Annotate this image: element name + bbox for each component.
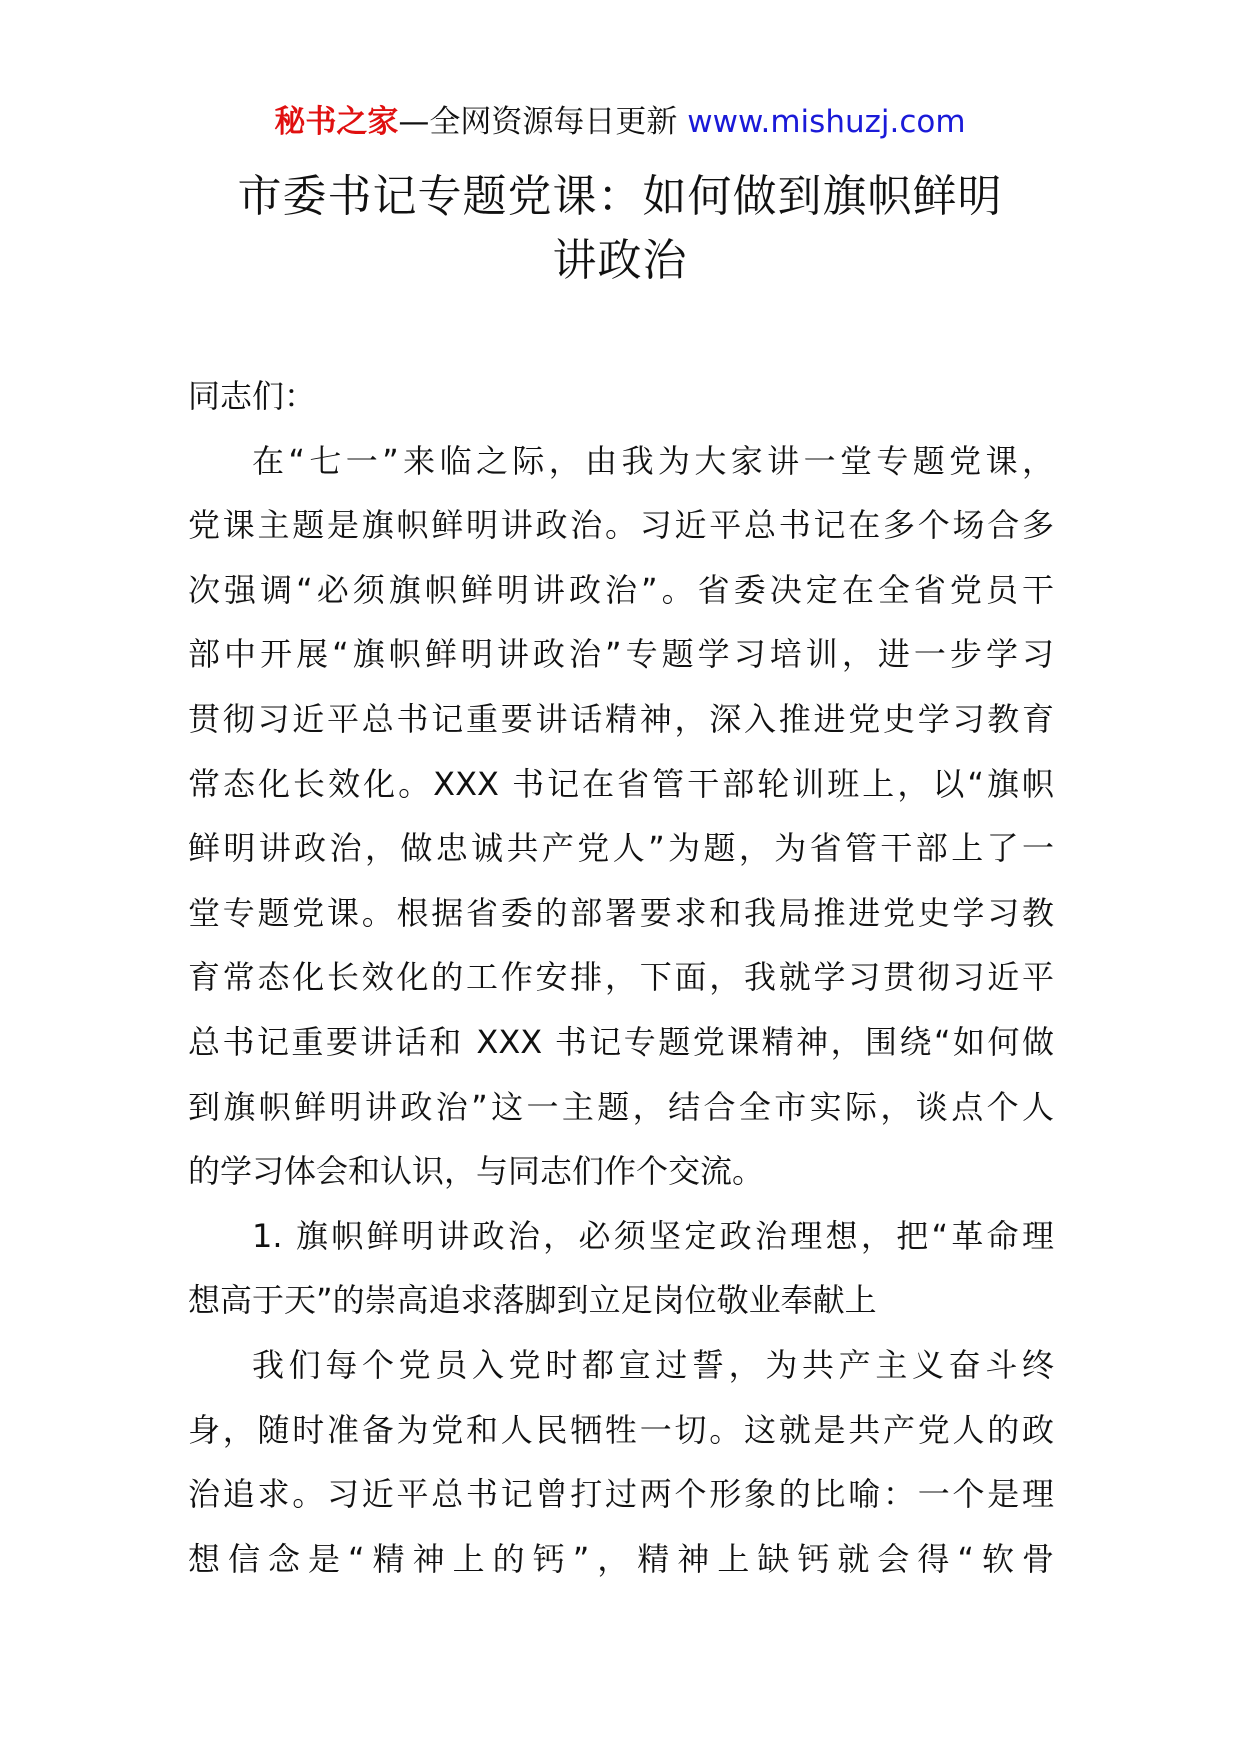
section-heading-line: 1. 旗帜鲜明讲政治，必须坚定政治理想，把“革命理: [252, 1216, 1054, 1255]
body-line: 育常态化长效化的工作安排，下面，我就学习贯彻习近平: [188, 958, 1054, 997]
site-url[interactable]: www.mishuzj.com: [687, 104, 966, 140]
document-body: [188, 364, 1054, 1591]
body-line: 鲜明讲政治，做忠诚共产党人”为题，为省管干部上了一: [188, 829, 1054, 868]
section-heading-line: 想高于天”的崇高追求落脚到立足岗位敬业奉献上: [188, 1281, 877, 1320]
site-header: [0, 102, 1240, 142]
body-line: 党课主题是旗帜鲜明讲政治。习近平总书记在多个场合多: [188, 506, 1054, 545]
site-tagline: —全网资源每日更新: [398, 104, 688, 140]
body-line: 常态化长效化。XXX 书记在省管干部轮训班上，以“旗帜: [188, 764, 1054, 803]
body-line: 治追求。习近平总书记曾打过两个形象的比喻：一个是理: [188, 1475, 1054, 1514]
body-line: 部中开展“旗帜鲜明讲政治”专题学习培训，进一步学习: [188, 635, 1054, 674]
body-line: 总书记重要讲话和 XXX 书记专题党课精神，围绕“如何做: [188, 1022, 1054, 1061]
site-brand: 秘书之家: [274, 104, 399, 140]
body-line: 到旗帜鲜明讲政治”这一主题，结合全市实际，谈点个人: [188, 1087, 1054, 1126]
body-line: 的学习体会和认识，与同志们作个交流。: [188, 1152, 765, 1191]
body-line: 贯彻习近平总书记重要讲话精神，深入推进党史学习教育: [188, 699, 1054, 738]
body-line: 堂专题党课。根据省委的部署要求和我局推进党史学习教: [188, 893, 1054, 932]
body-line: 在“七一”来临之际，由我为大家讲一堂专题党课，: [252, 441, 1054, 480]
body-line: 身，随时准备为党和人民牺牲一切。这就是共产党人的政: [188, 1410, 1054, 1449]
title-line-2: 讲政治: [552, 235, 688, 286]
document-title: [160, 165, 1080, 293]
salutation: 同志们：: [188, 377, 317, 415]
body-line: 想信念是“精神上的钙”，精神上缺钙就会得“软骨: [188, 1539, 1054, 1578]
body-line: 次强调“必须旗帜鲜明讲政治”。省委决定在全省党员干: [188, 570, 1054, 609]
title-line-1: 市委书记专题党课：如何做到旗帜鲜明: [237, 171, 1003, 222]
body-line: 我们每个党员入党时都宣过誓，为共产主义奋斗终: [252, 1345, 1054, 1384]
